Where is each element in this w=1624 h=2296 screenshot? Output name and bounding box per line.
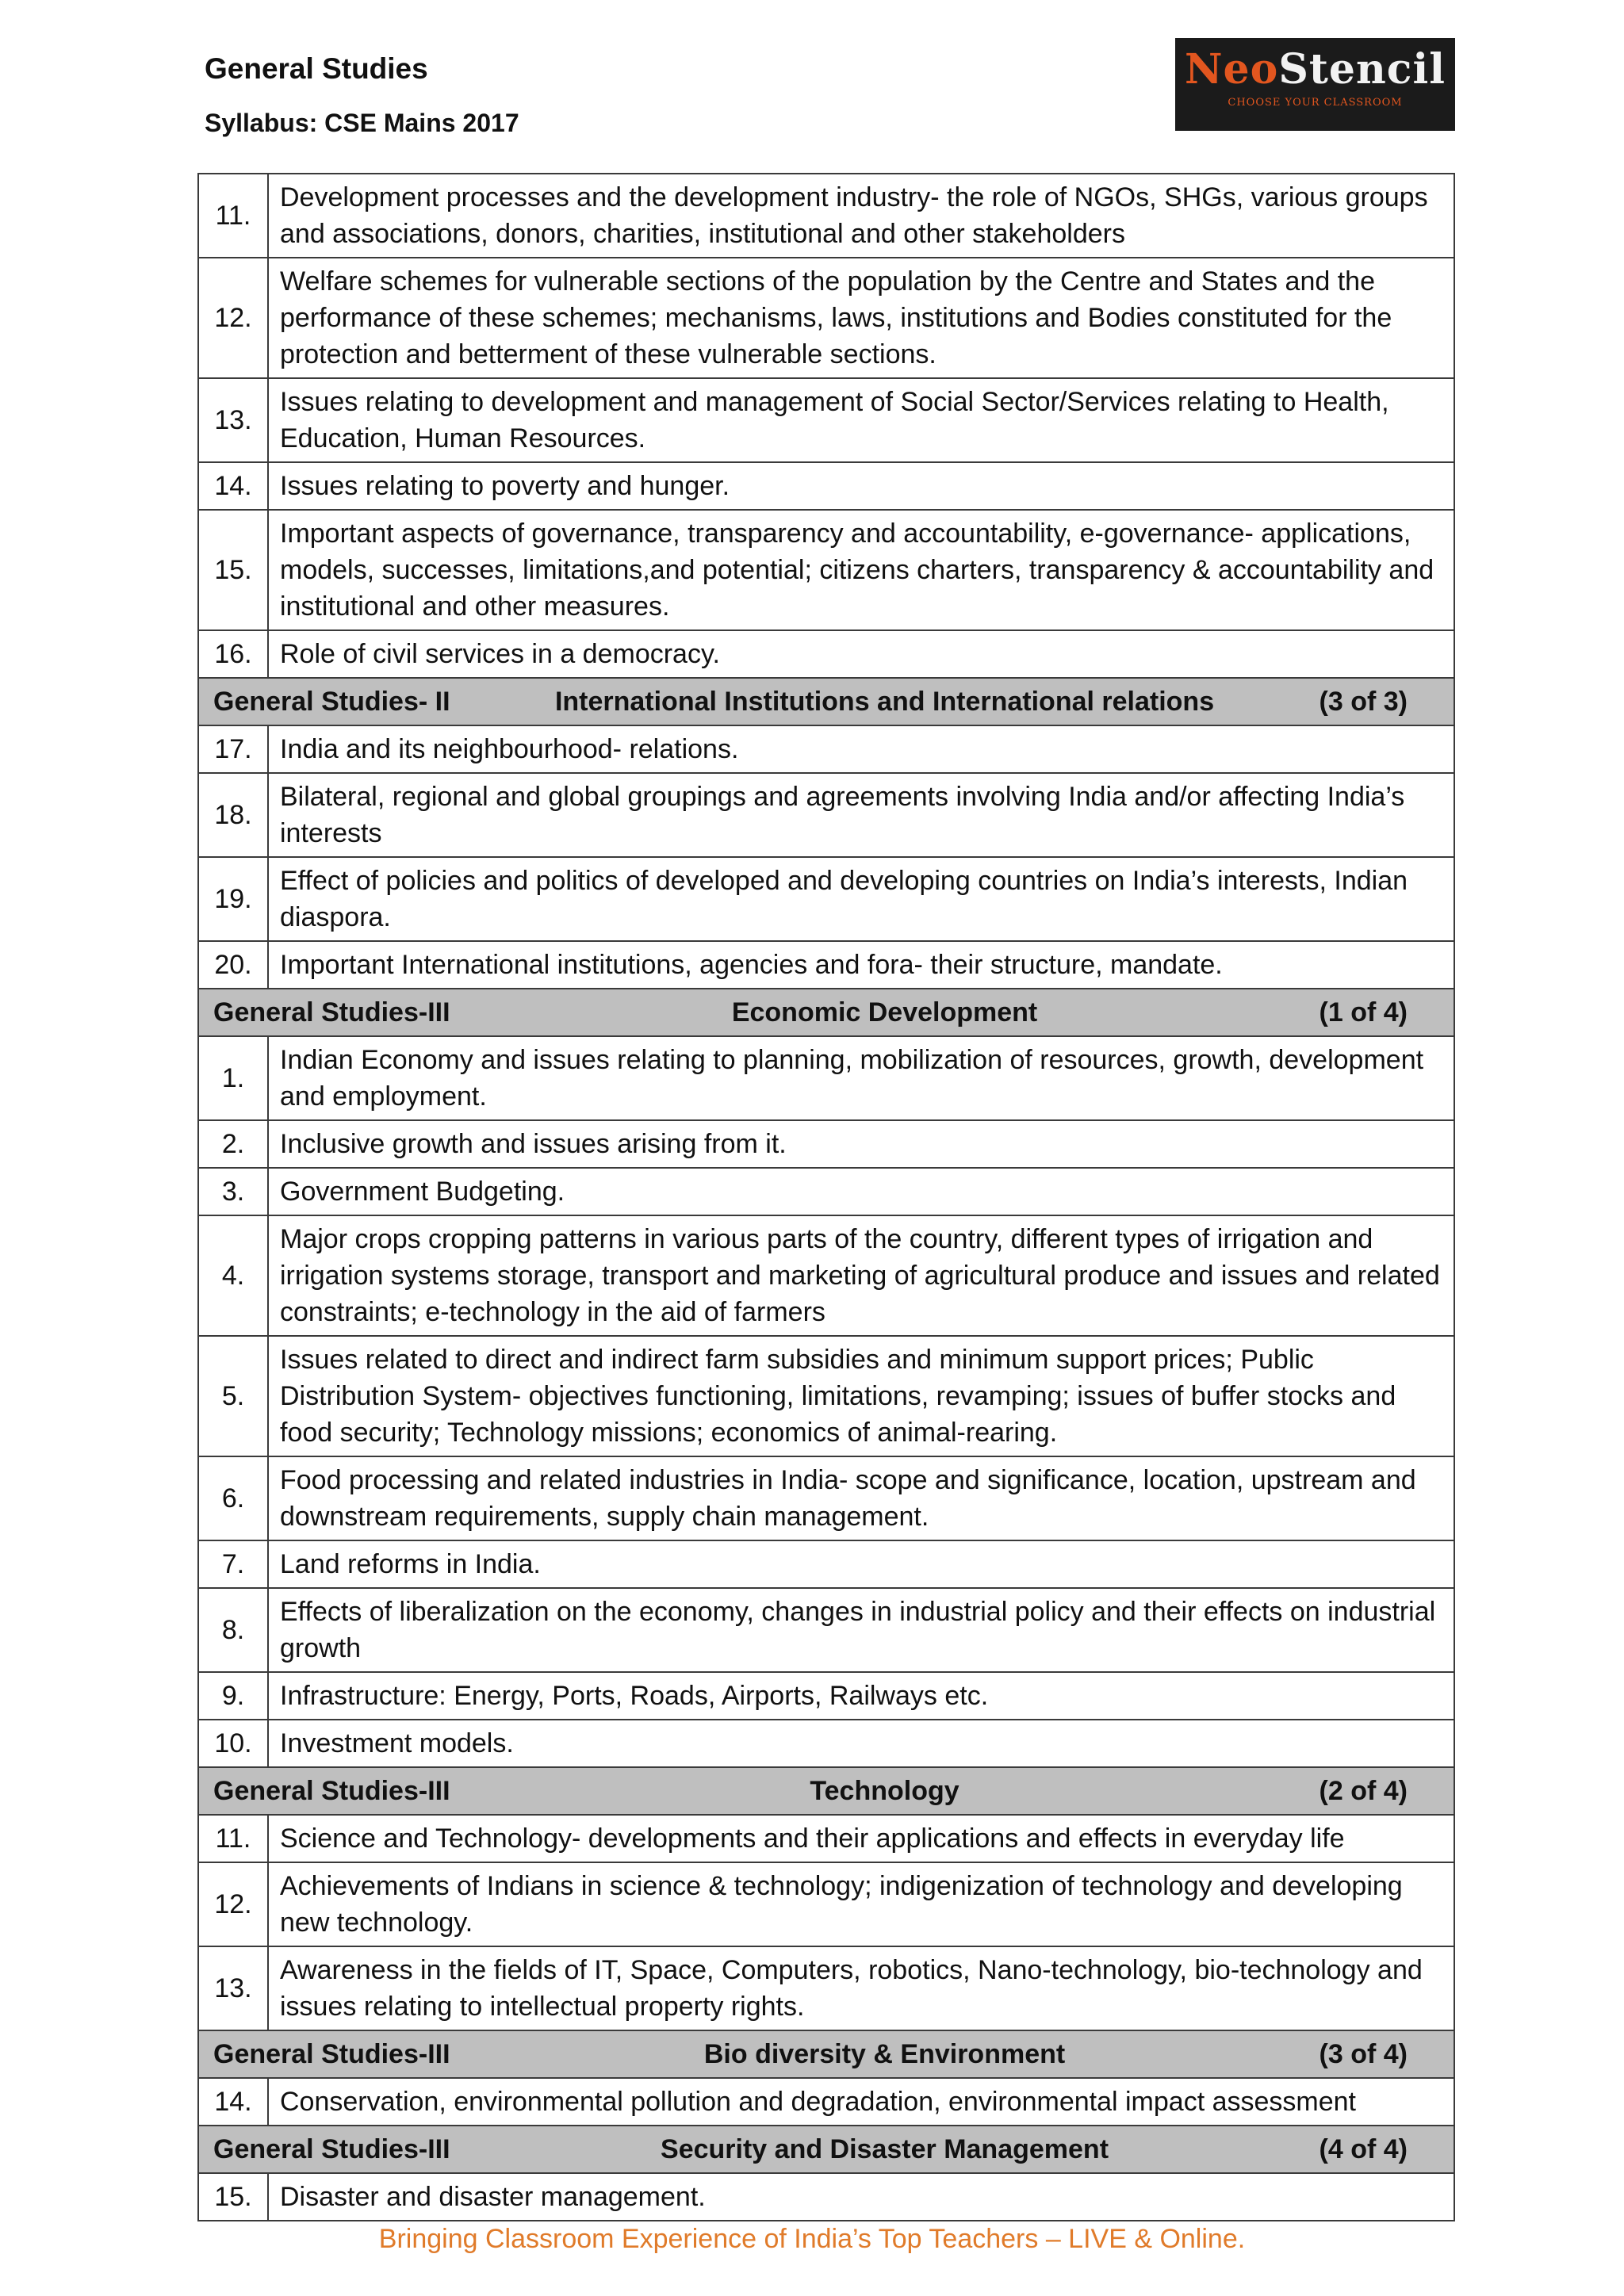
item-text: Effects of liberalization on the economy, changes in industrial policy and their effects on industrial growth bbox=[268, 1588, 1454, 1672]
item-number: 17. bbox=[198, 725, 268, 773]
syllabus-row bbox=[198, 1540, 1454, 1588]
item-number: 8. bbox=[198, 1588, 268, 1672]
syllabus-row bbox=[198, 1168, 1454, 1215]
syllabus-row bbox=[198, 174, 1454, 258]
syllabus-row bbox=[198, 1672, 1454, 1720]
item-text: Issues related to direct and indirect farm subsidies and minimum support prices; Public Distribution System- objectives functioning, limitations, revamping; issues of buffer stocks and food security; Technology missions; economics of animal-rearing. bbox=[268, 1336, 1454, 1456]
section-header bbox=[213, 2036, 1439, 2072]
section-topic: Bio diversity & Environment bbox=[703, 2039, 1066, 2069]
syllabus-table bbox=[197, 173, 1455, 2221]
item-number: 19. bbox=[198, 857, 268, 941]
item-text: Indian Economy and issues relating to planning, mobilization of resources, growth, development and employment. bbox=[268, 1036, 1454, 1120]
section-part: (3 of 4) bbox=[1319, 2039, 1408, 2069]
syllabus-row bbox=[198, 1036, 1454, 1120]
item-number: 2. bbox=[198, 1120, 268, 1168]
item-number: 18. bbox=[198, 773, 268, 857]
section-header-row bbox=[198, 989, 1454, 1036]
item-text: Achievements of Indians in science & technology; indigenization of technology and developing new technology. bbox=[268, 1862, 1454, 1946]
section-header-row bbox=[198, 2126, 1454, 2173]
section-header-row bbox=[198, 2030, 1454, 2078]
item-text: Development processes and the development industry- the role of NGOs, SHGs, various groups and associations, donors, charities, institutional and other stakeholders bbox=[268, 174, 1454, 258]
item-number: 14. bbox=[198, 2078, 268, 2126]
item-number: 12. bbox=[198, 258, 268, 378]
neostencil-logo bbox=[1175, 38, 1455, 131]
item-text: Awareness in the fields of IT, Space, Computers, robotics, Nano-technology, bio-technology and issues relating to intellectual property rights. bbox=[268, 1946, 1454, 2030]
logo-name-part1: Neo bbox=[1185, 45, 1279, 94]
syllabus-row bbox=[198, 725, 1454, 773]
syllabus-row bbox=[198, 773, 1454, 857]
syllabus-table-body bbox=[198, 174, 1454, 2221]
syllabus-row bbox=[198, 1815, 1454, 1862]
item-text: Welfare schemes for vulnerable sections of the population by the Centre and States and the performance of these schemes; mechanisms, laws, institutions and Bodies constituted for the protection and betterment of these vulnerable sections. bbox=[268, 258, 1454, 378]
syllabus-row bbox=[198, 630, 1454, 678]
item-text: Issues relating to poverty and hunger. bbox=[268, 462, 1454, 510]
item-number: 20. bbox=[198, 941, 268, 989]
syllabus-row bbox=[198, 1336, 1454, 1456]
item-number: 3. bbox=[198, 1168, 268, 1215]
syllabus-row bbox=[198, 1588, 1454, 1672]
logo-tagline: CHOOSE YOUR CLASSROOM bbox=[1228, 97, 1403, 109]
item-text: Inclusive growth and issues arising from it. bbox=[268, 1120, 1454, 1168]
item-text: Conservation, environmental pollution and degradation, environmental impact assessment bbox=[268, 2078, 1454, 2126]
item-text: Role of civil services in a democracy. bbox=[268, 630, 1454, 678]
syllabus-row bbox=[198, 258, 1454, 378]
section-header bbox=[213, 994, 1439, 1031]
syllabus-row bbox=[198, 2173, 1454, 2221]
item-text: Important International institutions, agencies and fora- their structure, mandate. bbox=[268, 941, 1454, 989]
section-header bbox=[213, 683, 1439, 720]
item-text: Investment models. bbox=[268, 1720, 1454, 1767]
item-text: Issues relating to development and management of Social Sector/Services relating to Health, Education, Human Resources. bbox=[268, 378, 1454, 462]
item-text: Land reforms in India. bbox=[268, 1540, 1454, 1588]
syllabus-row bbox=[198, 378, 1454, 462]
item-number: 10. bbox=[198, 1720, 268, 1767]
logo-wordmark bbox=[1175, 38, 1455, 94]
item-number: 12. bbox=[198, 1862, 268, 1946]
section-header-cell bbox=[198, 1767, 1454, 1815]
section-paper: General Studies-III bbox=[213, 2039, 450, 2069]
item-number: 11. bbox=[198, 174, 268, 258]
page-title: General Studies bbox=[205, 52, 428, 85]
section-part: (1 of 4) bbox=[1319, 997, 1408, 1027]
section-topic: Technology bbox=[810, 1776, 959, 1806]
syllabus-row bbox=[198, 941, 1454, 989]
item-number: 13. bbox=[198, 378, 268, 462]
item-text: India and its neighbourhood- relations. bbox=[268, 725, 1454, 773]
section-paper: General Studies-III bbox=[213, 2134, 450, 2164]
section-part: (2 of 4) bbox=[1319, 1776, 1408, 1806]
item-number: 15. bbox=[198, 2173, 268, 2221]
item-text: Important aspects of governance, transparency and accountability, e-governance- applications, models, successes, limitations,and potential; citizens charters, transparency & accountability and institutional and other measures. bbox=[268, 510, 1454, 630]
logo-name-part2: Stencil bbox=[1278, 45, 1446, 94]
item-number: 9. bbox=[198, 1672, 268, 1720]
section-topic: International Institutions and International relations bbox=[554, 687, 1215, 717]
item-number: 1. bbox=[198, 1036, 268, 1120]
syllabus-row bbox=[198, 1215, 1454, 1336]
item-number: 6. bbox=[198, 1456, 268, 1540]
item-number: 13. bbox=[198, 1946, 268, 2030]
syllabus-row bbox=[198, 1456, 1454, 1540]
item-text: Science and Technology- developments and their applications and effects in everyday life bbox=[268, 1815, 1454, 1862]
item-number: 14. bbox=[198, 462, 268, 510]
section-header bbox=[213, 2131, 1439, 2168]
section-topic: Economic Development bbox=[731, 997, 1038, 1027]
item-text: Major crops cropping patterns in various parts of the country, different types of irrigation and irrigation systems storage, transport and marketing of agricultural produce and issues and related constraints; e-technology in the aid of farmers bbox=[268, 1215, 1454, 1336]
syllabus-row bbox=[198, 1946, 1454, 2030]
section-header-cell bbox=[198, 989, 1454, 1036]
item-number: 11. bbox=[198, 1815, 268, 1862]
item-text: Effect of policies and politics of developed and developing countries on India’s interests, Indian diaspora. bbox=[268, 857, 1454, 941]
section-paper: General Studies-III bbox=[213, 1776, 450, 1806]
section-header-row bbox=[198, 1767, 1454, 1815]
footer-tagline: Bringing Classroom Experience of India’s Top Teachers – LIVE & Online. bbox=[378, 2224, 1246, 2254]
item-text: Government Budgeting. bbox=[268, 1168, 1454, 1215]
section-header bbox=[213, 1773, 1439, 1809]
syllabus-row bbox=[198, 2078, 1454, 2126]
item-text: Infrastructure: Energy, Ports, Roads, Airports, Railways etc. bbox=[268, 1672, 1454, 1720]
syllabus-row bbox=[198, 462, 1454, 510]
syllabus-row bbox=[198, 1720, 1454, 1767]
section-paper: General Studies- II bbox=[213, 687, 450, 717]
item-number: 7. bbox=[198, 1540, 268, 1588]
item-number: 15. bbox=[198, 510, 268, 630]
item-number: 4. bbox=[198, 1215, 268, 1336]
item-text: Disaster and disaster management. bbox=[268, 2173, 1454, 2221]
section-part: (3 of 3) bbox=[1319, 687, 1408, 717]
syllabus-row bbox=[198, 1120, 1454, 1168]
section-header-row bbox=[198, 678, 1454, 725]
page-subtitle: Syllabus: CSE Mains 2017 bbox=[205, 109, 519, 137]
section-header-cell bbox=[198, 678, 1454, 725]
syllabus-row bbox=[198, 510, 1454, 630]
syllabus-row bbox=[198, 1862, 1454, 1946]
section-header-cell bbox=[198, 2126, 1454, 2173]
item-number: 16. bbox=[198, 630, 268, 678]
section-part: (4 of 4) bbox=[1319, 2134, 1408, 2164]
item-text: Food processing and related industries in India- scope and significance, location, upstream and downstream requirements, supply chain management. bbox=[268, 1456, 1454, 1540]
item-number: 5. bbox=[198, 1336, 268, 1456]
section-header-cell bbox=[198, 2030, 1454, 2078]
item-text: Bilateral, regional and global groupings and agreements involving India and/or affecting India’s interests bbox=[268, 773, 1454, 857]
section-paper: General Studies-III bbox=[213, 997, 450, 1027]
syllabus-row bbox=[198, 857, 1454, 941]
section-topic: Security and Disaster Management bbox=[661, 2134, 1109, 2164]
